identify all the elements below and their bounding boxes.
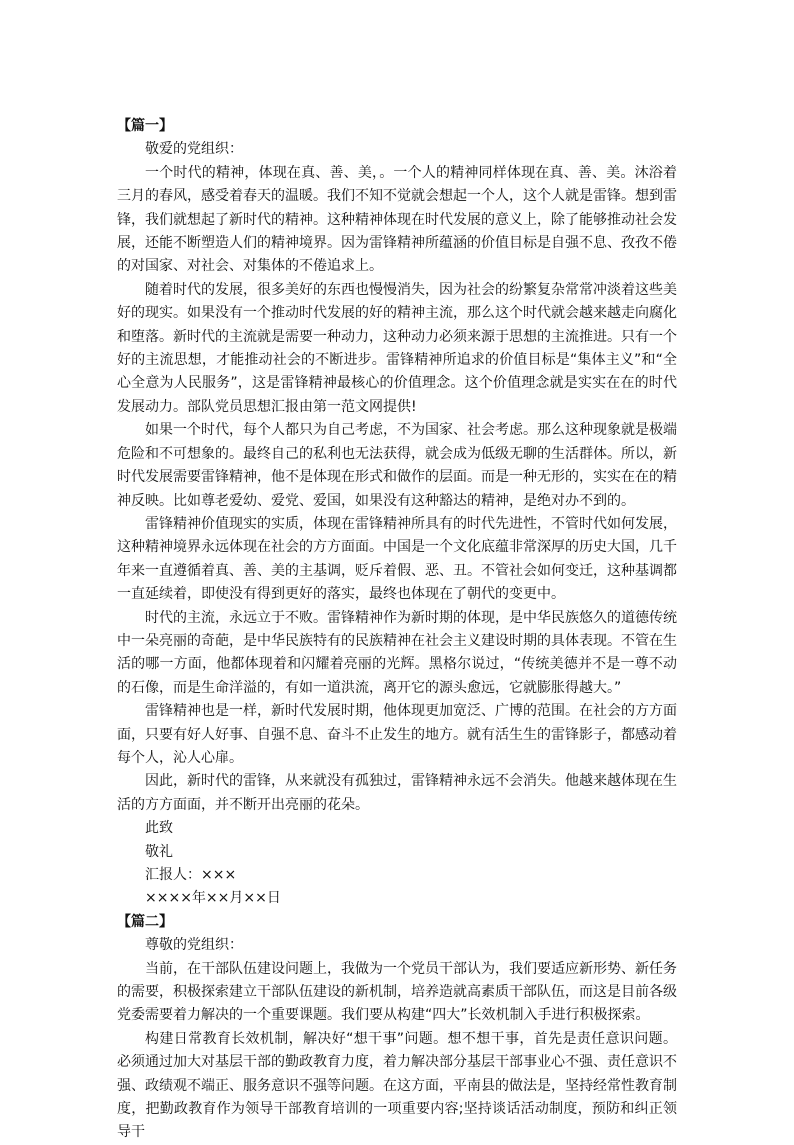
salutation: 敬爱的党组织： [145,141,243,158]
paragraph: 雷锋精神也是一样，新时代发展时期，他体现更加宽泛、广博的范围。在社会的方方面面，只要有好人好事、自强不息、奋斗不止发生的地方。就有活生生的雷锋影子，都感动着每个人，沁人心扉。 [117,703,677,766]
date-line: ××××年××月××日 [145,890,281,907]
paragraph: 当前，在干部队伍建设问题上，我做为一个党员干部认为，我们要适应新形势、新任务的需要，积极探索建立干部队伍建设的新机制，培养造就高素质干部队伍，而这是目前各级党委需要着力解决的一个重要课题。我们要从构建“四大”长效机制入手进行积极探索。 [117,960,677,1024]
paragraph: 构建日常教育长效机制，解决好“想干事”问题。想不想干事，首先是责任意识问题。必须通过加大对基层干部的勤政教育力度，着力解决部分基层干部事业心不强、责任意识不强、政绩观不端正、服务意识不强等问题。在这方面，平南县的做法是，坚持经常性教育制度，把勤政教育作为领导干部教育培训的一项重要内容;坚持谈话活动制度，预防和纠正领导干 [117,1030,677,1141]
section-2 [117,911,677,1145]
paragraph: 时代的主流，永远立于不败。雷锋精神作为新时期的体现，是中华民族悠久的道德传统中一朵亮丽的奇葩，是中华民族特有的民族精神在社会主义建设时期的具体表现。不管在生活的哪一方面，他都体现着和闪耀着亮丽的光辉。黑格尔说过，“传统美德并不是一尊不动的石像，而是生命洋溢的，有如一道洪流，离开它的源头愈远，它就膨胀得越大。” [117,609,677,696]
paragraph: 雷锋精神价值现实的实质，体现在雷锋精神所具有的时代先进性，不管时代如何发展，这种精神境界永远体现在社会的方方面面。中国是一个文化底蕴非常深厚的历史大国，几千年来一直遵循着真、善、美的主基调，贬斥着假、恶、丑。不管社会如何变迁，这种基调都一直延续着，即使没有得到更好的落实，最终也体现在了朝代的变更中。 [117,515,677,603]
closing-line: 敬礼 [145,843,173,860]
section-heading: 【篇二】 [117,913,173,930]
paragraph: 如果一个时代，每个人都只为自己考虑，不为国家、社会考虑。那么这种现象就是极端危险和不可想象的。最终自己的私利也无法获得，就会成为低级无聊的生活群体。所以，新时代发展需要雷锋精神，他不是体现在形式和做作的层面。而是一种无形的，实实在在的精神反映。比如尊老爱幼、爱党、爱国，如果没有这种豁达的精神，是绝对办不到的。 [117,422,677,509]
reporter-line: 汇报人：××× [145,867,237,883]
document-body [117,115,677,1145]
closing-line: 此致 [145,820,173,837]
paragraph: 随着时代的发展，很多美好的东西也慢慢消失，因为社会的纷繁复杂常常冲淡着这些美好的现实。如果没有一个推动时代发展的好的精神主流，那么这个时代就会越来越走向腐化和堕落。新时代的主流就是需要一种动力，这种动力必须来源于思想的主流推进。只有一个好的主流思想，才能推动社会的不断进步。雷锋精神所追求的价值目标是“集体主义”和“全心全意为人民服务”，这是雷锋精神最核心的价值理念。这个价值理念就是实实在在的时代发展动力。部队党员思想汇报由第一范文网提供! [117,281,677,415]
salutation: 尊敬的党组织： [145,937,243,954]
paragraph: 一个时代的精神，体现在真、善、美，。一个人的精神同样体现在真、善、美。沐浴着三月的春风，感受着春天的温暖。我们不知不觉就会想起一个人，这个人就是雷锋。想到雷锋，我们就想起了新时代的精神。这种精神体现在时代发展的意义上，除了能够推动社会发展，还能不断塑造人们的精神境界。因为雷锋精神所蕴涵的价值目标是自强不息、孜孜不倦的对国家、对社会、对集体的不倦追求上。 [117,164,677,275]
section-1 [117,115,677,911]
section-heading: 【篇一】 [117,118,173,134]
paragraph: 因此，新时代的雷锋，从来就没有孤独过，雷锋精神永远不会消失。他越来越体现在生活的方方面面，并不断开出亮丽的花朵。 [117,773,677,813]
